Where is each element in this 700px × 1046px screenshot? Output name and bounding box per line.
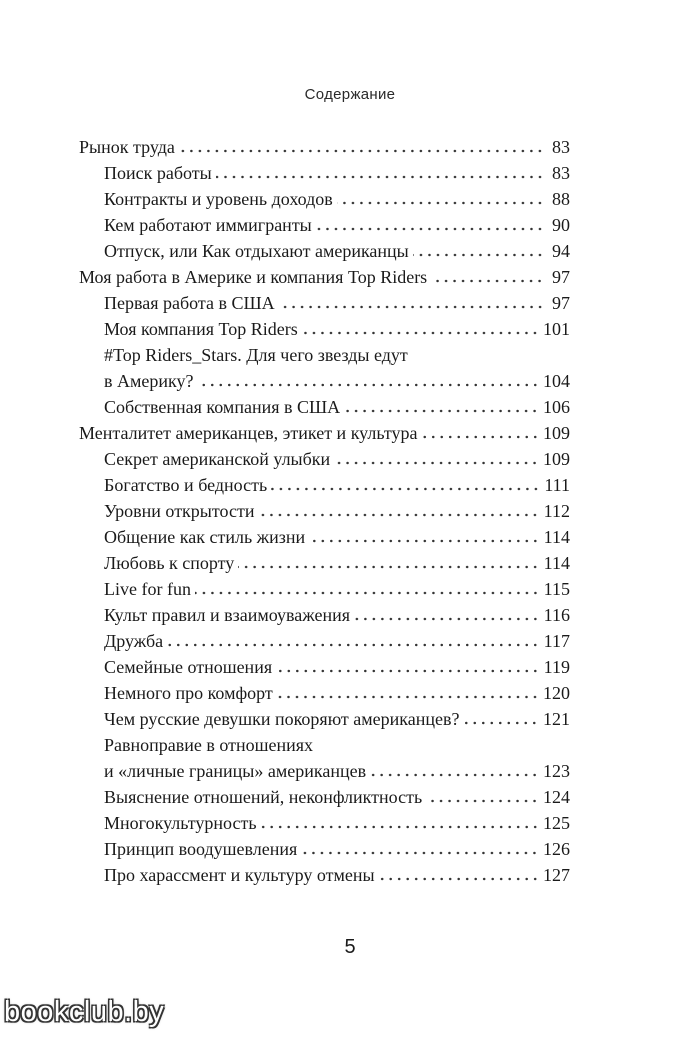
toc-entry-title: Принцип воодушевления xyxy=(104,839,298,859)
dot-leader xyxy=(271,477,540,491)
toc-entry-title: Культ правил и взаимоуважения xyxy=(104,605,351,625)
dot-leader xyxy=(334,451,539,465)
toc-section-entry xyxy=(79,862,570,888)
dot-leader xyxy=(344,399,539,413)
toc-entry-page: 117 xyxy=(543,631,570,651)
toc-entry-page: 124 xyxy=(543,787,570,807)
dot-leader xyxy=(354,607,540,621)
toc-chapter-entry xyxy=(79,134,570,160)
toc-entry-page: 83 xyxy=(552,163,570,183)
toc-section-entry xyxy=(79,732,570,784)
dot-leader xyxy=(238,555,539,569)
toc-section-entry xyxy=(79,160,570,186)
toc-entry-title-continued: в Америку? xyxy=(104,371,194,391)
dot-leader xyxy=(195,581,540,595)
toc-entry-title: Уровни открытости xyxy=(104,501,255,521)
toc-section-entry xyxy=(79,784,570,810)
toc-entry-title: Рынок труда xyxy=(79,137,175,157)
toc-section-entry xyxy=(79,394,570,420)
toc-section-entry xyxy=(79,472,570,498)
toc-entry-title: Богатство и бедность xyxy=(104,475,268,495)
toc-section-entry xyxy=(79,680,570,706)
toc-entry-page: 114 xyxy=(543,527,570,547)
toc-entry-title: Менталитет американцев, этикет и культура xyxy=(79,423,418,443)
dot-leader xyxy=(426,789,539,803)
toc-entry-page: 116 xyxy=(543,605,570,625)
toc-entry-page: 101 xyxy=(543,319,570,339)
dot-leader xyxy=(216,165,544,179)
dot-leader xyxy=(302,321,539,335)
dot-leader xyxy=(370,763,539,777)
toc-entry-page: 112 xyxy=(543,501,570,521)
toc-section-entry xyxy=(79,550,570,576)
toc-section-entry xyxy=(79,316,570,342)
dot-leader xyxy=(277,685,539,699)
toc-entry-page: 88 xyxy=(552,189,570,209)
toc-entry-title: Первая работа в США xyxy=(104,293,275,313)
dot-leader xyxy=(463,711,539,725)
toc-section-entry xyxy=(79,576,570,602)
toc-entry-page: 104 xyxy=(543,371,570,391)
dot-leader xyxy=(258,503,539,517)
toc-section-entry xyxy=(79,810,570,836)
toc-entry-page: 106 xyxy=(543,397,570,417)
dot-leader xyxy=(337,191,544,205)
toc-entry-title: Live for fun xyxy=(104,579,191,599)
toc-entry-title: Семейные отношения xyxy=(104,657,273,677)
toc-entry-title: Общение как стиль жизни xyxy=(104,527,306,547)
dot-leader xyxy=(167,633,540,647)
toc-entry-page: 97 xyxy=(552,293,570,313)
toc-entry-page: 83 xyxy=(552,137,570,157)
toc-entry-title: Выяснение отношений, неконфликтность xyxy=(104,787,423,807)
dot-leader xyxy=(431,269,544,283)
toc-section-entry xyxy=(79,290,570,316)
toc-entry-title: Собственная компания в США xyxy=(104,397,341,417)
toc-entry-page: 97 xyxy=(552,267,570,287)
toc-entry-title: Секрет американской улыбки xyxy=(104,449,331,469)
toc-entry-page: 119 xyxy=(543,657,570,677)
dot-leader xyxy=(279,295,544,309)
dot-leader xyxy=(179,139,544,153)
toc-entry-title: Отпуск, или Как отдыхают американцы xyxy=(104,241,409,261)
toc-entry-title: Чем русские девушки покоряют американцев? xyxy=(104,709,460,729)
toc-section-entry xyxy=(79,342,570,394)
toc-section-entry xyxy=(79,706,570,732)
dot-leader xyxy=(309,529,540,543)
toc-entry-page: 111 xyxy=(544,475,570,495)
toc-entry-page: 127 xyxy=(543,865,570,885)
toc-section-entry xyxy=(79,836,570,862)
toc-entry-title: Контракты и уровень доходов xyxy=(104,189,333,209)
toc-entry-title: Про харассмент и культуру отмены xyxy=(104,865,375,885)
toc-entry-title: Любовь к спорту xyxy=(104,553,235,573)
toc-entry-title: Моя компания Top Riders xyxy=(104,319,298,339)
toc-entry-title: Поиск работы xyxy=(104,163,212,183)
toc-entry-page: 109 xyxy=(543,449,570,469)
toc-entry-page: 114 xyxy=(543,553,570,573)
dot-leader xyxy=(316,217,544,231)
table-of-contents xyxy=(79,134,570,888)
toc-section-entry xyxy=(79,498,570,524)
toc-entry-title-continued: и «личные границы» американцев xyxy=(104,761,367,781)
page-number: 5 xyxy=(344,936,356,958)
toc-entry-page: 121 xyxy=(543,709,570,729)
toc-entry-title: Кем работают иммигранты xyxy=(104,215,312,235)
dot-leader xyxy=(301,841,539,855)
toc-section-entry xyxy=(79,654,570,680)
toc-entry-title: Многокультурность xyxy=(104,813,257,833)
running-head: Содержание xyxy=(304,86,396,103)
dot-leader xyxy=(422,425,539,439)
toc-entry-title: Немного про комфорт xyxy=(104,683,273,703)
dot-leader xyxy=(261,815,539,829)
toc-entry-page: 115 xyxy=(543,579,570,599)
toc-section-entry xyxy=(79,186,570,212)
toc-section-entry xyxy=(79,524,570,550)
toc-entry-title: #Top Riders_Stars. Для чего звезды едут xyxy=(104,345,408,365)
watermark: bookclub.by xyxy=(4,996,165,1028)
toc-section-entry xyxy=(79,238,570,264)
toc-section-entry xyxy=(79,212,570,238)
toc-section-entry xyxy=(79,628,570,654)
toc-chapter-entry xyxy=(79,420,570,446)
toc-entry-page: 94 xyxy=(552,241,570,261)
toc-section-entry xyxy=(79,602,570,628)
dot-leader xyxy=(379,867,539,881)
toc-entry-page: 125 xyxy=(543,813,570,833)
toc-entry-page: 109 xyxy=(543,423,570,443)
toc-entry-page: 120 xyxy=(543,683,570,703)
toc-entry-title: Равноправие в отношениях xyxy=(104,735,314,755)
dot-leader xyxy=(276,659,540,673)
toc-entry-title: Моя работа в Америке и компания Top Riders xyxy=(79,267,428,287)
dot-leader xyxy=(413,243,544,257)
toc-entry-title: Дружба xyxy=(104,631,164,651)
toc-entry-page: 123 xyxy=(543,761,570,781)
toc-chapter-entry xyxy=(79,264,570,290)
toc-section-entry xyxy=(79,446,570,472)
toc-entry-page: 90 xyxy=(552,215,570,235)
toc-entry-page: 126 xyxy=(543,839,570,859)
dot-leader xyxy=(198,373,540,387)
